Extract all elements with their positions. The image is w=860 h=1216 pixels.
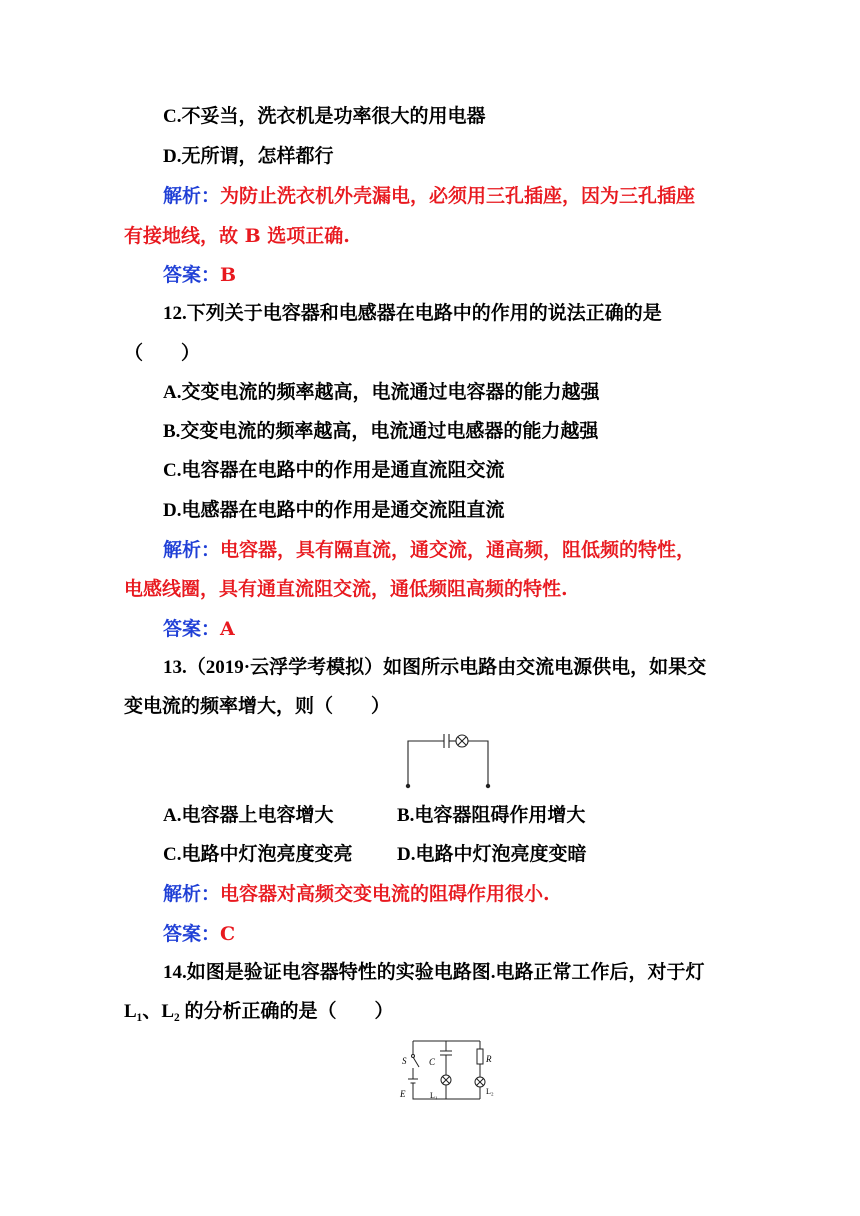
label-c: C [429,1057,436,1067]
q11-option-d: D.无所谓，怎样都行 [163,146,334,167]
q13-stem-cont: 变电流的频率增大，则（ ） [124,696,391,717]
label-l2: L₂ [486,1087,494,1096]
analysis-text: 为防止洗衣机外壳漏电，必须用三孔插座，因为三孔插座 [220,185,696,207]
q13-option-a: A.电容器上电容增大 [163,805,334,826]
q11-analysis [163,183,695,210]
wire-left [408,741,444,786]
q13-answer [163,921,235,948]
q11-answer [163,262,236,289]
q13-analysis [163,881,550,908]
q12-answer [163,616,235,643]
switch-blade [413,1057,419,1067]
q13-stem: 13.（2019·云浮学考模拟）如图所示电路由交流电源供电，如果交 [163,657,707,678]
q14-stem: 14.如图是验证电容器特性的实验电路图.电路正常工作后，对于灯 [163,962,705,983]
q14-stem-cont: L₁、L₂ 的分析正确的是（ ） [124,1001,394,1022]
q11-option-c: C.不妥当，洗衣机是功率很大的用电器 [163,106,486,127]
label-e: E [400,1089,406,1099]
q12-option-a: A.交变电流的频率越高，电流通过电容器的能力越强 [163,382,600,403]
q12-analysis [163,537,695,564]
analysis-label: 解析： [163,540,221,561]
analysis-label: 解析： [163,884,221,905]
label-s: S [402,1056,407,1066]
analysis-label: 解析： [163,186,221,207]
answer-value: C [220,923,236,945]
q13-option-d: D.电路中灯泡亮度变暗 [397,844,587,865]
label-r: R [486,1054,492,1064]
q12-option-c: C.电容器在电路中的作用是通直流阻交流 [163,460,505,481]
label-l1: L₁ [430,1091,438,1100]
analysis-text: 电容器，具有隔直流，通交流，通高频，阻低频的特性， [220,539,696,561]
q12-analysis-cont: 电感线圈，具有通直流阻交流，通低频阻高频的特性. [124,578,568,600]
q11-analysis-cont: 有接地线，故 B 选项正确. [124,225,350,247]
answer-value: B [220,264,237,286]
q13-option-b: B.电容器阻碍作用增大 [397,805,586,826]
wire-right [468,741,488,786]
answer-label: 答案： [163,619,221,640]
q12-option-b: B.交变电流的频率越高，电流通过电感器的能力越强 [163,421,599,442]
q13-options-row-1 [163,803,333,829]
analysis-text: 电容器对高频交变电流的阻碍作用很小. [220,883,550,905]
answer-label: 答案： [163,265,221,286]
q12-stem-cont: （ ） [124,343,201,364]
q13-option-c: C.电路中灯泡亮度变亮 [163,844,353,865]
terminal-left [406,784,410,788]
q12-option-d: D.电感器在电路中的作用是通交流阻直流 [163,500,505,521]
answer-value: A [220,618,235,640]
q13-circuit-figure [400,731,496,791]
resistor-r [477,1049,483,1064]
q14-circuit-figure [398,1033,508,1107]
terminal-right [486,784,490,788]
answer-label: 答案： [163,924,221,945]
q12-stem: 12.下列关于电容器和电感器在电路中的作用的说法正确的是 [163,303,662,324]
q13-options-row-2 [163,842,352,868]
